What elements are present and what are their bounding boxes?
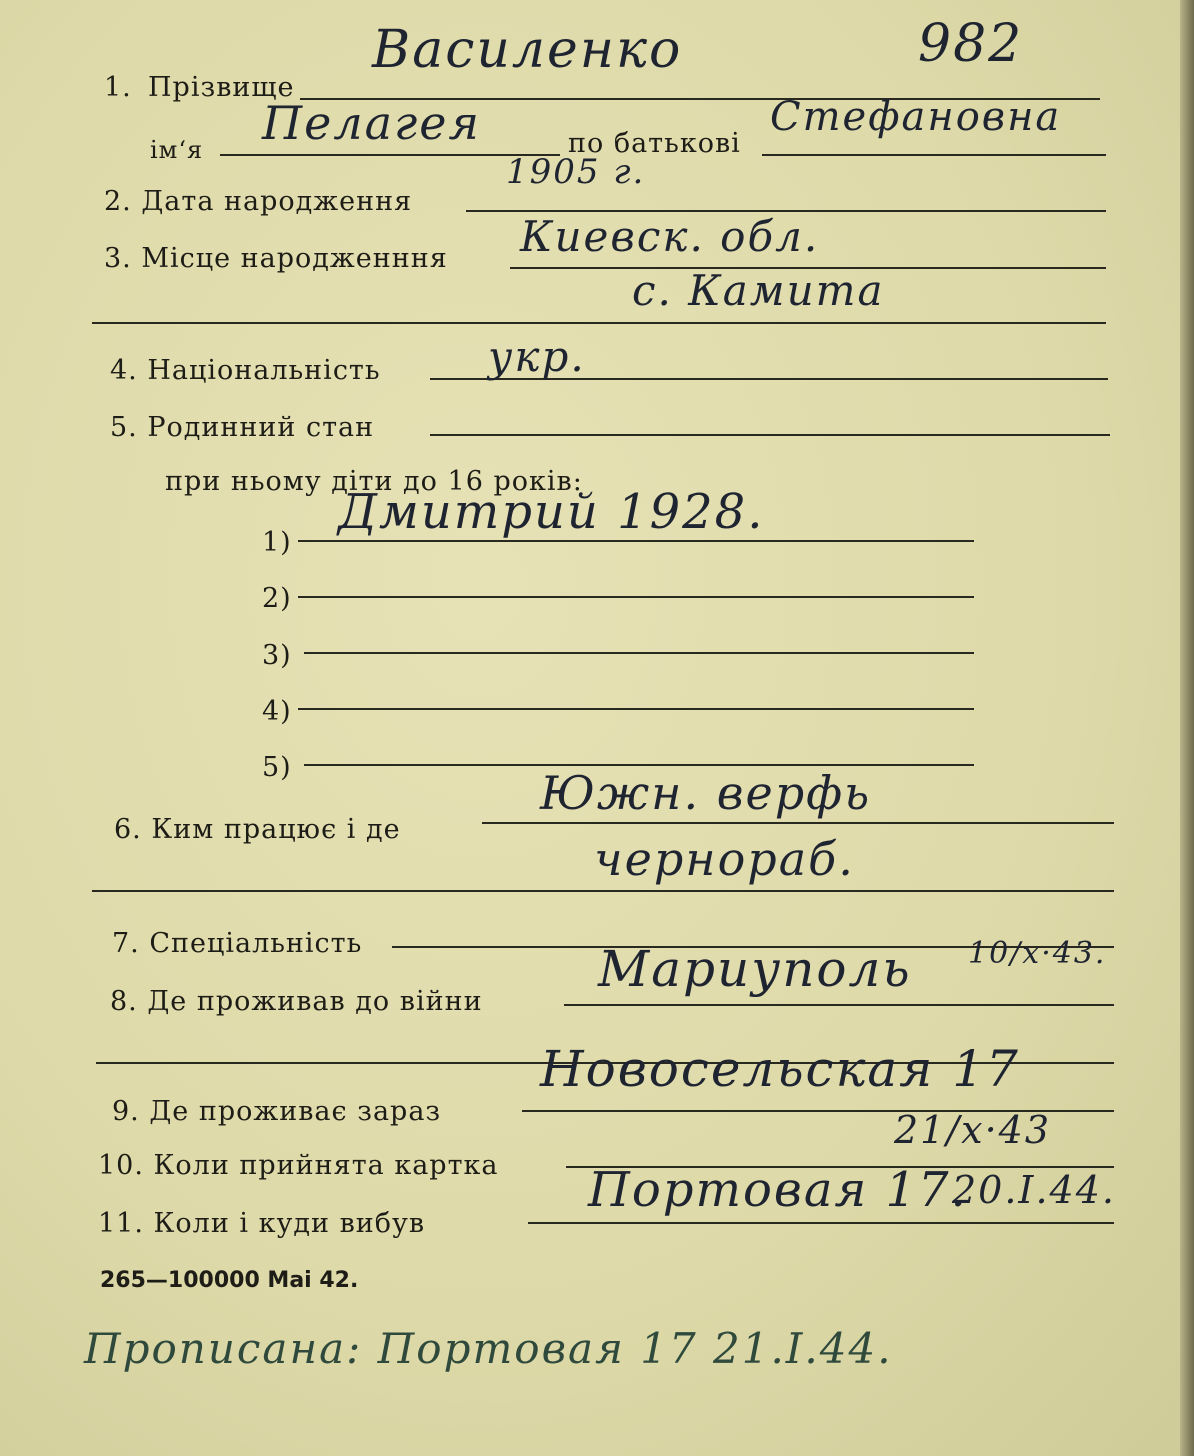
address-now-handwritten: Новосельская 17 — [540, 1040, 1020, 1098]
field-1-number: 1. — [104, 72, 132, 103]
surname-handwritten: Василенко — [372, 20, 683, 80]
card-accepted-label: 10. Коли прийнята картка — [98, 1150, 499, 1181]
child-1-handwritten: Дмитрий 1928. — [338, 484, 765, 540]
registered-handwritten: Прописана: Портовая 17 21.I.44. — [84, 1324, 893, 1373]
work-label: 6. Ким працює і де — [114, 814, 401, 845]
work-line — [482, 822, 1114, 824]
marital-status-line — [430, 434, 1110, 436]
marital-status-label: 5. Родинний стан — [110, 412, 375, 443]
birthplace-label: 3. Місце народженння — [104, 243, 448, 274]
work-handwritten-1: Южн. верфь — [540, 766, 872, 820]
first-name-label: ім‘я — [150, 136, 204, 164]
child-1-line — [298, 540, 974, 542]
patronymic-label: по батькові — [568, 128, 741, 159]
departed-label: 11. Коли і куди вибув — [98, 1208, 426, 1239]
child-2-line — [298, 596, 974, 598]
child-4-label: 4) — [262, 696, 292, 727]
surname-label: Прізвище — [148, 72, 295, 103]
birthplace-handwritten-2: с. Камита — [632, 266, 885, 315]
prewar-residence-line — [564, 1004, 1114, 1006]
card-number-handwritten: 982 — [918, 14, 1024, 74]
prewar-residence-label: 8. Де проживав до війни — [110, 986, 483, 1017]
child-2-label: 2) — [262, 583, 292, 614]
child-5-label: 5) — [262, 752, 292, 783]
nationality-label: 4. Національність — [110, 355, 381, 386]
work-line-2 — [92, 890, 1114, 892]
birth-year-handwritten: 1905 г. — [506, 152, 646, 192]
departed-handwritten: Портовая 17. — [588, 1162, 968, 1218]
first-name-handwritten: Пелагея — [262, 96, 481, 150]
work-handwritten-2: чернораб. — [594, 832, 855, 886]
patronymic-line — [762, 154, 1106, 156]
accepted-date-handwritten: 21/х·43 — [894, 1108, 1052, 1152]
child-1-label: 1) — [262, 527, 292, 558]
child-3-line — [304, 652, 974, 654]
print-code: 265—100000 Mai 42. — [100, 1268, 359, 1293]
current-residence-label: 9. Де проживає зараз — [112, 1096, 442, 1127]
departed-line — [528, 1222, 1114, 1224]
children-label: при ньому діти до 16 років: — [165, 466, 583, 497]
birthplace-line-2 — [92, 322, 1106, 324]
child-4-line — [298, 708, 974, 710]
child-3-label: 3) — [262, 640, 292, 671]
card-edge — [1180, 0, 1194, 1456]
patronymic-handwritten: Стефановна — [770, 94, 1062, 140]
prewar-date-handwritten: 10/х·43. — [968, 936, 1107, 971]
specialty-label: 7. Спеціальність — [112, 928, 363, 959]
prewar-city-handwritten: Мариуполь — [598, 940, 912, 998]
nationality-handwritten: укр. — [488, 332, 586, 381]
birth-date-label: 2. Дата народження — [104, 186, 413, 217]
birthplace-handwritten-1: Киевск. обл. — [520, 212, 820, 261]
departed-date-handwritten: 20.I.44. — [952, 1168, 1116, 1212]
